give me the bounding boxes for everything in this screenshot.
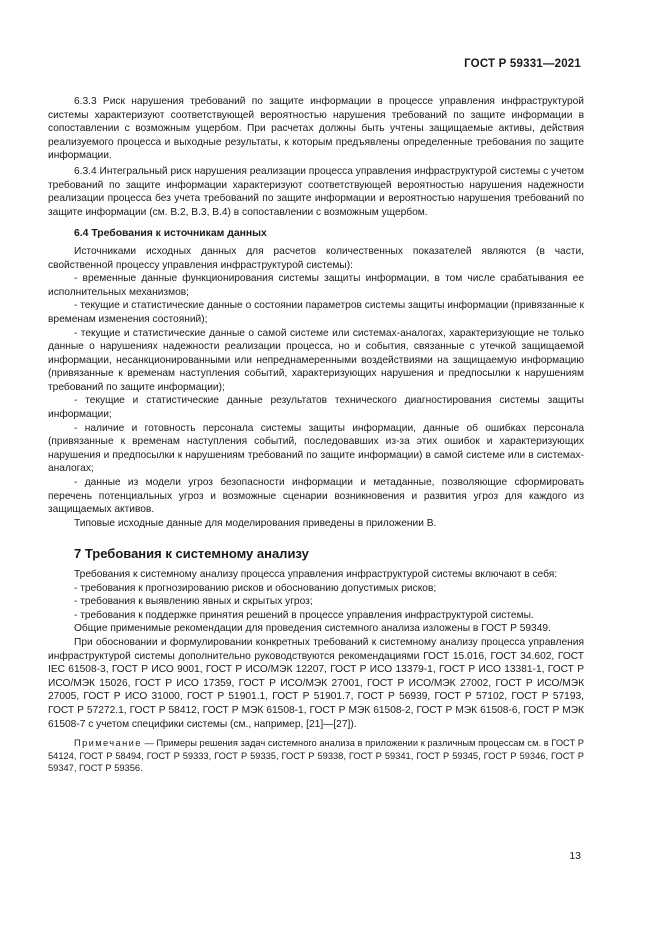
list-item: - текущие и статистические данные результатов технического диагностирования системы защиты информации; <box>48 395 584 421</box>
section-7-intro: Требования к системному анализу процесса управления инфраструктурой системы включают в себя: <box>74 569 558 580</box>
list-item: - требования к поддержке принятия решений в процессе управления инфраструктурой системы. <box>74 609 534 621</box>
note <box>48 737 584 775</box>
section-6-4-heading: 6.4 Требования к источникам данных <box>74 228 267 240</box>
paragraph-6-3-3: 6.3.3 Риск нарушения требований по защите информации в процессе управления инфраструктурой системы характеризуют соответствующей вероятностью нарушения требований по защите информации в сопоставлении с возможным ущербом. При расчетах должны быть учтены защищаемые активы, действия реализуемого процесса и выходные результаты, к которым предъявлены определенные требования по защите информации. <box>48 96 584 162</box>
section-6-4-intro: Источниками исходных данных для расчетов количественных показателей являются (в части, свойственной процессу управления инфраструктурой системы): <box>48 245 584 271</box>
list-item: - данные из модели угроз безопасности информации и метаданные, позволяющие сформировать перечень потенциальных угроз и возможные сценарии возникновения и развития угроз для каждого из защищаемых активов. <box>48 477 584 516</box>
section-7-general: Общие применимые рекомендации для проведения системного анализа изложены в ГОСТ Р 59349. <box>74 623 551 635</box>
paragraph-6-3-4: 6.3.4 Интегральный риск нарушения реализации процесса управления инфраструктурой системы с учетом требований по защите информации характеризуют соответствующей вероятностью нарушения надежности реализации процесса без учета требований по защите информации и вероятностью нарушения требований по защите информации (см. В.2, В.3, В.4) в сопоставлении с возможным ущербом. <box>48 165 584 218</box>
section-6-4-closing: Типовые исходные данные для моделирования приведены в приложении В. <box>74 517 437 529</box>
list-item: - требования к выявлению явных и скрытых угроз; <box>74 596 313 608</box>
note-label: Примечание <box>74 738 142 749</box>
list-item: - текущие и статистические данные о самой системе или системах-аналогах, характеризующие не только данные о нарушениях надежности реализации процесса, но и события, связанные с утечкой защищаемой информации, несанкционированными или непреднамеренными воздействиями на защищаемую информацию (привязанные к временам наступления событий, характеризующих нарушения и предпосылки к нарушениям требований по защите информации); <box>48 327 584 393</box>
note-text: — Примеры решения задач системного анализа в приложении к различным процессам см. в ГОСТ Р 54124, ГОСТ Р 58494, ГОСТ Р 59333, ГОСТ Р 59335, ГОСТ Р 59338, ГОСТ Р 59341, ГОСТ Р 59345, ГОСТ Р 59346, ГОСТ Р 59347, ГОСТ Р 59356. <box>48 738 584 774</box>
list-item: - требования к прогнозированию рисков и обоснованию допустимых рисков; <box>74 582 437 594</box>
page-body <box>48 95 584 775</box>
section-7-heading: 7 Требования к системному анализу <box>74 546 309 562</box>
list-item: - текущие и статистические данные о состоянии параметров системы защиты информации (привязанные к временам изменения состояний); <box>48 300 584 325</box>
list-item: - временные данные функционирования системы защиты информации, в том числе срабатывания ее исполнительных механизмов; <box>48 273 584 298</box>
list-item: - наличие и готовность персонала системы защиты информации, данные об ошибках персонала (привязанные к временам наступления событий, последовавших из-за этих ошибок и характеризующих нарушения и предпосылки к нарушениям требований по защите информации) в самой системе или в системах-аналогах; <box>48 422 584 475</box>
document-code: ГОСТ Р 59331—2021 <box>464 58 581 70</box>
section-7-standards: При обосновании и формулировании конкретных требований к системному анализу процесса управления инфраструктурой системы дополнительно руководствуются рекомендациями ГОСТ 15.016, ГОСТ 34.602, ГОСТ IEC 61508-3, ГОСТ Р ИСО 9001, ГОСТ Р ИСО/МЭК 12207, ГОСТ Р ИСО 13379-1, ГОСТ Р ИСО 13381-1, ГОСТ Р ИСО/МЭК 15026, ГОСТ Р ИСО 17359, ГОСТ Р ИСО/МЭК 27001, ГОСТ Р ИСО/МЭК 27002, ГОСТ Р ИСО/МЭК 27005, ГОСТ Р ИСО 31000, ГОСТ Р 51901.1, ГОСТ Р 51901.7, ГОСТ Р 56939, ГОСТ Р 57102, ГОСТ Р 57193, ГОСТ Р 57272.1, ГОСТ Р 58412, ГОСТ Р МЭК 61508-1, ГОСТ Р МЭК 61508-2, ГОСТ Р МЭК 61508-6, ГОСТ Р МЭК 61508-7 с учетом специфики системы (см., например, [21]—[27]). <box>48 636 584 730</box>
page-number: 13 <box>569 850 581 862</box>
